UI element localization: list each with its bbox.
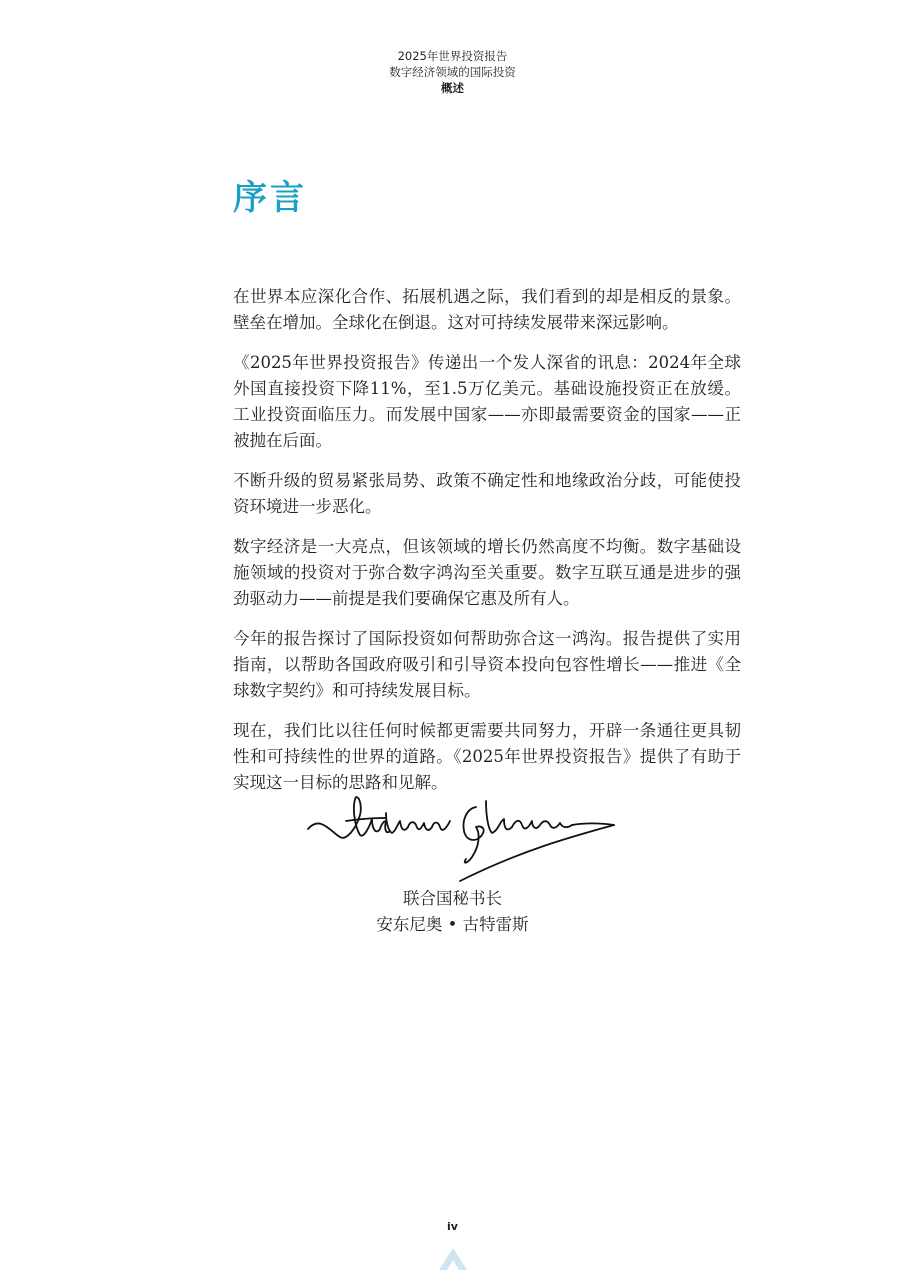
report-subtitle: 数字经济领域的国际投资: [389, 65, 516, 79]
page-number: iv: [447, 1220, 458, 1233]
paragraph: 数字经济是一大亮点，但该领域的增长仍然高度不均衡。数字基础设施领域的投资对于弥合数字鸿沟至关重要。数字互联互通是进步的强劲驱动力——前提是我们要确保它惠及所有人。: [233, 537, 741, 608]
foreword-body: [233, 284, 741, 810]
report-title: 2025年世界投资报告: [397, 49, 508, 63]
paragraph: 不断升级的贸易紧张局势、政策不确定性和地缘政治分歧，可能使投资环境进一步恶化。: [233, 471, 741, 516]
paragraph: 《2025年世界投资报告》传递出一个发人深省的讯息：2024年全球外国直接投资下降11%，至1.5万亿美元。基础设施投资正在放缓。工业投资面临压力。而发展中国家——亦即最需要资金的国家——正被抛在后面。: [233, 353, 741, 450]
page-title: 序言: [233, 178, 307, 218]
chevron-up-icon[interactable]: [437, 1244, 469, 1272]
signatory-name: 安东尼奥 • 古特雷斯: [376, 915, 529, 934]
paragraph: 在世界本应深化合作、拓展机遇之际，我们看到的却是相反的景象。壁垒在增加。全球化在倒退。这对可持续发展带来深远影响。: [233, 287, 741, 332]
paragraph: 现在，我们比以往任何时候都更需要共同努力，开辟一条通往更具韧性和可持续性的世界的道路。《2025年世界投资报告》提供了有助于实现这一目标的思路和见解。: [233, 721, 741, 792]
running-header: [0, 48, 905, 96]
signatory-position: 联合国秘书长: [403, 889, 502, 908]
signatory: [0, 886, 905, 938]
section-label: 概述: [441, 81, 464, 95]
signature: [300, 785, 620, 895]
paragraph: 今年的报告探讨了国际投资如何帮助弥合这一鸿沟。报告提供了实用指南，以帮助各国政府吸引和引导资本投向包容性增长——推进《全球数字契约》和可持续发展目标。: [233, 629, 741, 700]
